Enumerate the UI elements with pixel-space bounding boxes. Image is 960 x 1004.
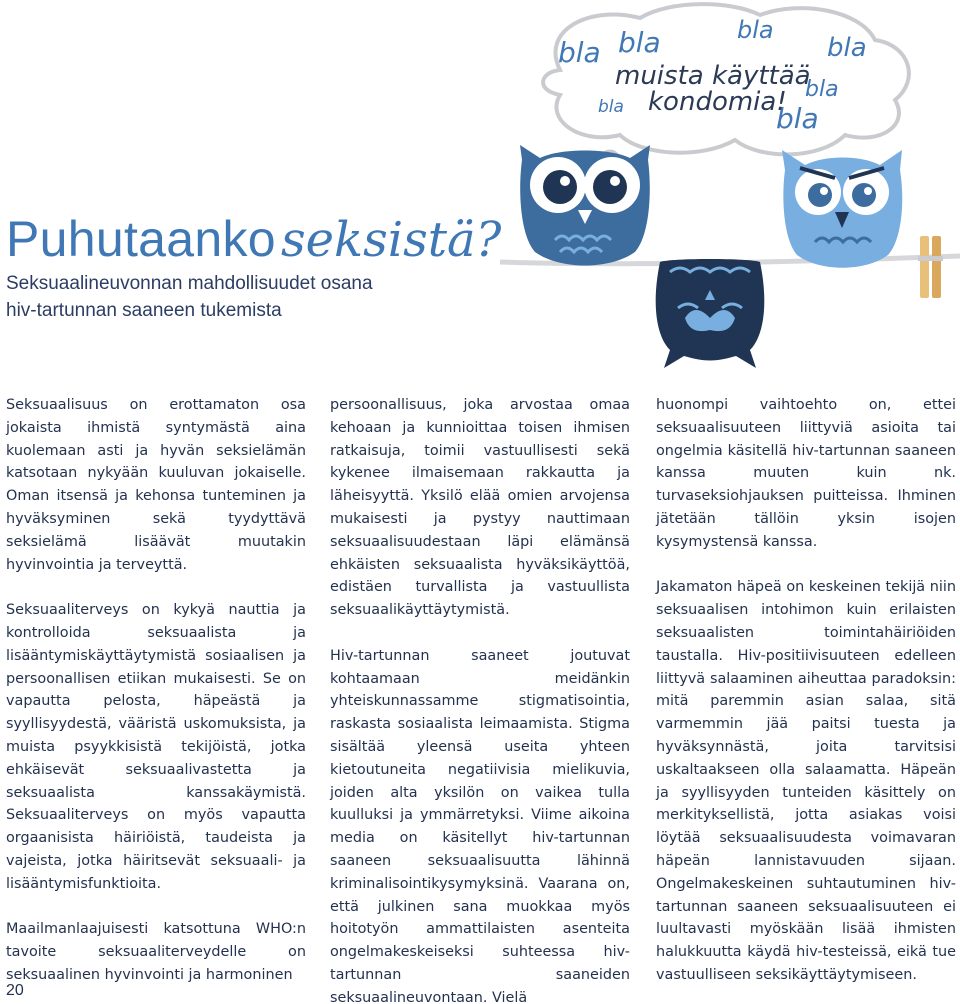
title-script: seksistä?	[281, 212, 502, 268]
paragraph: huonompi vaihtoehto on, ettei seksuaalisuuteen liittyviä asioita tai ongelmia käsitellä hiv-tartunnan saaneen kanssa muuten kuin nk. turvaseksiohjauksen puitteissa. Ihminen jätetään tällöin yksin isojen kysymystensä kanssa.	[656, 397, 956, 550]
subtitle-line-2: hiv-tartunnan saaneen tukemista	[6, 300, 282, 321]
paragraph: Seksuaalisuus on erottamaton osa jokaista ihmistä syntymästä aina kuolemaan asti ja hyvän seksielämän katsotaan nykyään kuuluvan jokaiselle. Oman itsensä ja kehonsa tunteminen ja hyväksyminen sekä tyydyttävä seksielämä lisäävät muutakin hyvinvointia ja terveyttä.	[6, 397, 306, 573]
subtitle-line-1: Seksuaalineuvonnan mahdollisuudet osana	[6, 273, 373, 294]
owl-right-icon	[782, 150, 902, 268]
bla-word: bla	[737, 16, 774, 44]
bla-word: bla	[558, 36, 601, 69]
owl-illustration	[500, 0, 960, 380]
bla-word: bla	[598, 97, 624, 117]
paragraph: Seksuaaliterveys on kykyä nauttia ja kontrolloida seksuaalista ja lisääntymiskäyttäytymistä sosiaalisen ja persoonallisen etiikan mukaisesti. Se on vapautta pelosta, häpeästä ja syyllisyydestä, vääristä uskomuksista, ja muista psyykkisistä tekijöistä, jotka ehkäisevät seksuaalivastetta ja seksuaalista kanssakäymistä. Seksuaaliterveys on myös vapautta orgaanisista häiriöistä, taudeista ja vajeista, jotka häiritsevät seksuaali- ja lisääntymisfunktioita.	[6, 602, 306, 892]
paragraph: Hiv-tartunnan saaneet joutuvat kohtaamaan meidänkin yhteiskunnassamme stigmatisointia, raskasta sosiaalista leimaamista. Stigma sisältää yleensä useita yhteen kietoutuneita negatiivisia mielikuvia, joiden alta yksilön on vaikea tulla kuulluksi ja ymmärretyksi. Viime aikoina media on käsitellyt hiv-tartunnan saaneen seksuaalisuutta lähinnä kriminalisointikysymyksinä. Vaarana on, että julkinen sana muokkaa myös hoitotyön ammattilaisten asenteita ongelmakeskeiseksi suhteessa hiv-tartunnan saaneiden seksuaalineuvontaan. Vielä	[330, 647, 630, 1004]
text-column-3	[656, 394, 956, 987]
subtitle	[6, 270, 446, 324]
owl-hanging-icon	[656, 259, 765, 368]
bla-word: bla	[827, 33, 867, 63]
paragraph: Maailmanlaajuisesti katsottuna WHO:n tavoite seksuaaliterveydelle on seksuaalinen hyvinvointi ja harmoninen	[6, 921, 306, 983]
page-number: 20	[6, 982, 24, 999]
paragraph: Jakamaton häpeä on keskeinen tekijä niin seksuaalisen intohimon kuin erilaisten seksuaalisten toimintahäiriöiden taustalla. Hiv-positiivisuuteen edelleen liittyvä salaaminen aiheuttaa paradoksin: mitä paremmin asian salaa, sitä varmemmin jää paitsi tuesta ja hyväksynnästä, joita tarvitsisi uskaltaakseen olla salaamatta. Häpeän ja syyllisyyden tunteiden käsittely on merkityksellistä, jotta asiakas voisi löytää seksuaalisuudesta voimavaran häpeän lannistavuuden sijaan. Ongelmakeskeinen suhtautuminen hiv-tartunnan saaneen seksuaalisuuteen ei luultavasti myöskään lisää ihmisten halukkuutta käydä hiv-testeissä, eikä tue vastuulliseen seksikäyttäytymiseen.	[656, 579, 956, 983]
title-main: Puhutaanko	[6, 211, 276, 267]
bla-word: bla	[618, 26, 661, 59]
owl-left-icon	[520, 145, 650, 266]
bla-word: bla	[805, 77, 839, 102]
bubble-line-2: kondomia!	[648, 87, 787, 117]
paragraph: persoonallisuus, joka arvostaa omaa kehoaan ja kunnioittaa toisen ihmisen ratkaisuja, toimii vastuullisesti sekä kykenee ilmaisemaan rakkautta ja läheisyyttä. Yksilö elää omien arvojensa mukaisesti ja pystyy nauttimaan seksuaalisuudestaan läpi elämänsä ehkäisten seksuaalista hyväksikäyttöä, edistäen turvallista ja vastuullista seksuaalikäyttäytymistä.	[330, 397, 630, 619]
bubble-line-1: muista käyttää	[615, 61, 811, 91]
bla-word: bla	[776, 102, 819, 135]
text-column-1	[6, 394, 306, 987]
text-column-2	[330, 394, 630, 1004]
clothespin-icon	[918, 236, 943, 298]
page-title	[6, 210, 501, 268]
